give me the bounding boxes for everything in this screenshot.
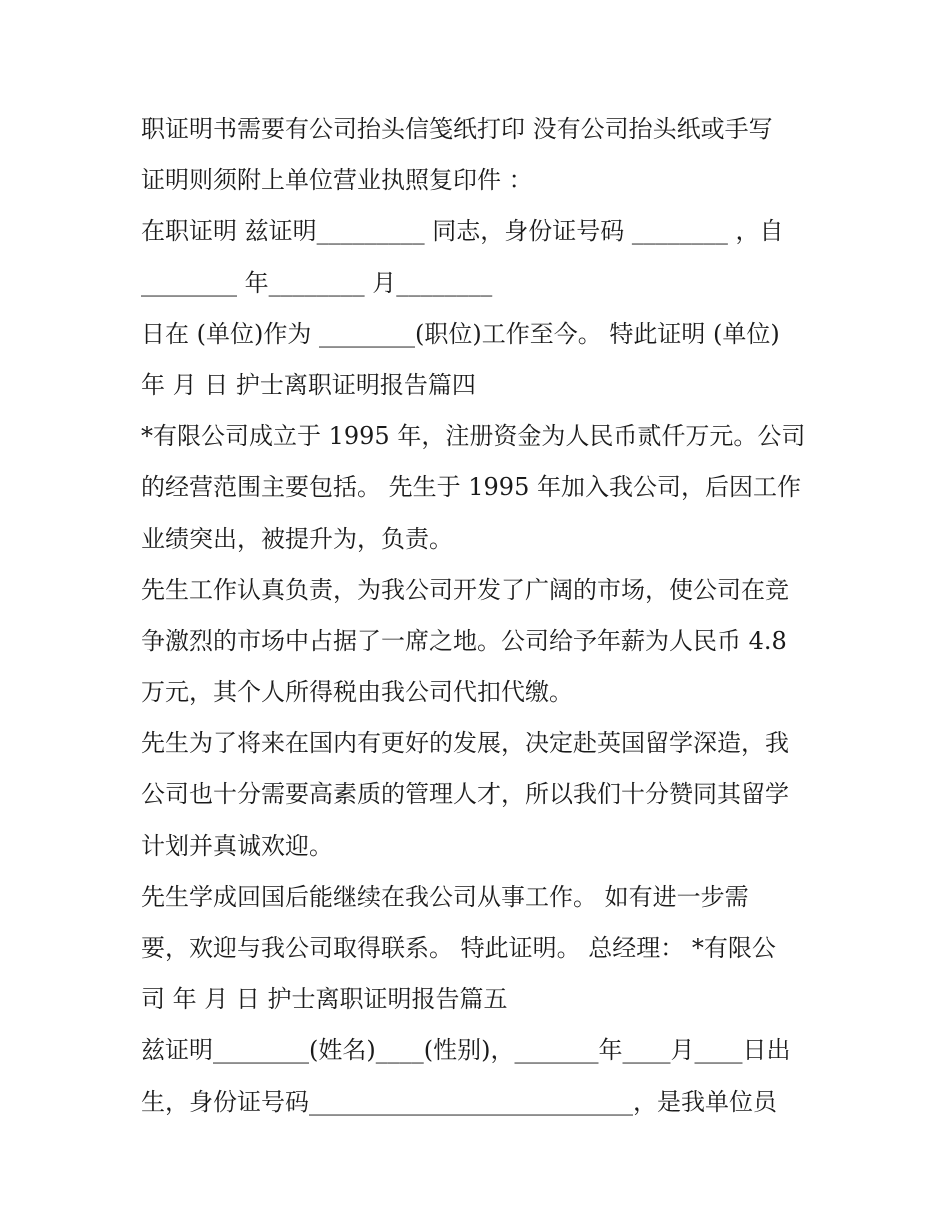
text-line: 日在 (单位)作为 ________(职位)工作至今。 特此证明 (单位) bbox=[141, 319, 780, 348]
text-line: 兹证明________(姓名)____(性别)，_______年____月____日出 bbox=[141, 1036, 791, 1065]
text-line: ________ 年________ 月________ bbox=[141, 268, 493, 297]
text-line: 先生工作认真负责，为我公司开发了广阔的市场，使公司在竞 bbox=[141, 575, 789, 604]
text-line: *有限公司成立于 1995 年，注册资金为人民币贰仟万元。公司 bbox=[141, 422, 806, 451]
text-line: 公司也十分需要高素质的管理人才，所以我们十分赞同其留学 bbox=[141, 780, 789, 809]
document-body bbox=[141, 104, 831, 1128]
text-line: 争激烈的市场中占据了一席之地。公司给予年薪为人民币 4.8 bbox=[141, 626, 787, 655]
section-heading: 司 年 月 日 护士离职证明报告篇五 bbox=[141, 985, 508, 1014]
text-line: 业绩突出，被提升为，负责。 bbox=[141, 524, 453, 553]
text-line: 职证明书需要有公司抬头信笺纸打印 没有公司抬头纸或手写 bbox=[141, 115, 773, 143]
text-line: 在职证明 兹证明_________ 同志，身份证号码 ________ ，自 bbox=[141, 217, 784, 246]
text-line: 先生学成回国后能继续在我公司从事工作。 如有进一步需 bbox=[141, 882, 749, 911]
text-line: 计划并真诚欢迎。 bbox=[141, 831, 333, 860]
text-line: 证明则须附上单位营业执照复印件 ： bbox=[141, 166, 533, 195]
text-line: 先生为了将来在国内有更好的发展，决定赴英国留学深造，我 bbox=[141, 729, 789, 758]
text-line: 要，欢迎与我公司取得联系。 特此证明。 总经理： *有限公 bbox=[141, 934, 776, 962]
text-line: 生，身份证号码___________________________，是我单位员 bbox=[141, 1087, 777, 1116]
section-heading: 年 月 日 护士离职证明报告篇四 bbox=[141, 370, 476, 399]
text-line: 的经营范围主要包括。 先生于 1995 年加入我公司，后因工作 bbox=[141, 473, 801, 502]
text-line: 万元，其个人所得税由我公司代扣代缴。 bbox=[141, 678, 573, 707]
